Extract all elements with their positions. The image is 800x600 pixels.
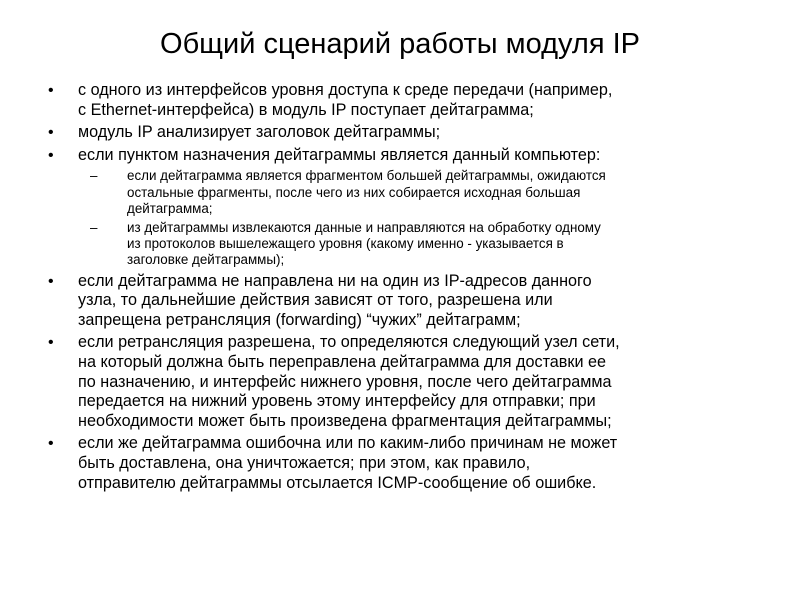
sub-bullet-text-line: дейтаграмма; (127, 200, 213, 216)
bullet-text-line: с одного из интерфейсов уровня доступа к среде передачи (например, (78, 81, 613, 99)
bullet-text-line: отправителю дейтаграммы отсылается ICMP-сообщение об ошибке. (78, 473, 597, 492)
bullet-item (48, 146, 760, 166)
sub-bullet-text-line: из дейтаграммы извлекаются данные и направляются на обработку одному (127, 219, 601, 235)
bullet-marker: • (48, 82, 54, 99)
bullet-text-line: по назначению, и интерфейс нижнего уровня, после чего дейтаграмма (78, 372, 612, 391)
bullet-text-line: узла, то дальнейшие действия зависят от того, разрешена или (78, 291, 553, 310)
bullet-text-line: если же дейтаграмма ошибочна или по каким-либо причинам не может (78, 434, 618, 453)
dash-marker: – (90, 168, 98, 184)
sub-bullet-item (48, 168, 760, 217)
dash-marker: – (90, 219, 98, 235)
bullet-text-line: если ретрансляция разрешена, то определяются следующий узел сети, (78, 333, 620, 352)
bullet-item (48, 333, 760, 431)
bullet-marker: • (48, 435, 54, 453)
bullet-list (48, 81, 760, 496)
bullet-item (48, 272, 760, 331)
sub-bullet-text-line: заголовке дейтаграммы); (127, 252, 285, 268)
slide-title: Общий сценарий работы модуля IP (160, 28, 640, 60)
bullet-text-line: модуль IP анализирует заголовок дейтаграммы; (78, 123, 441, 142)
bullet-text-line: на который должна быть переправлена дейтаграмма для доставки ее (78, 352, 607, 371)
bullet-text-line: запрещена ретрансляция (forwarding) “чужих” дейтаграмм; (78, 310, 521, 329)
bullet-marker: • (48, 272, 54, 290)
bullet-text-line: передается на нижний уровень этому интерфейсу для отправки; при (78, 392, 596, 411)
bullet-text-line: с Ethernet-интерфейса) в модуль IP поступает дейтаграмма; (78, 100, 534, 119)
sub-bullet-item (48, 220, 760, 269)
bullet-item (48, 434, 760, 493)
bullet-text-line: необходимости может быть произведена фрагментация дейтаграммы; (78, 411, 612, 430)
sub-bullet-text-line: из протоколов вышележащего уровня (какому именно - указывается в (127, 236, 564, 252)
bullet-text-line: если пунктом назначения дейтаграммы является данный компьютер: (78, 145, 601, 164)
bullet-item (48, 123, 760, 143)
bullet-marker: • (48, 334, 54, 352)
sub-bullet-text-line: остальные фрагменты, после чего из них собирается исходная большая (127, 184, 581, 200)
bullet-text-line: если дейтаграмма не направлена ни на один из IP-адресов данного (78, 271, 592, 290)
bullet-marker: • (48, 146, 54, 164)
bullet-marker: • (48, 124, 54, 142)
sub-bullet-text-line: если дейтаграмма является фрагментом большей дейтаграммы, ожидаются (127, 168, 606, 184)
bullet-text-line: быть доставлена, она уничтожается; при этом, как правило, (78, 453, 531, 472)
bullet-item (48, 81, 760, 120)
